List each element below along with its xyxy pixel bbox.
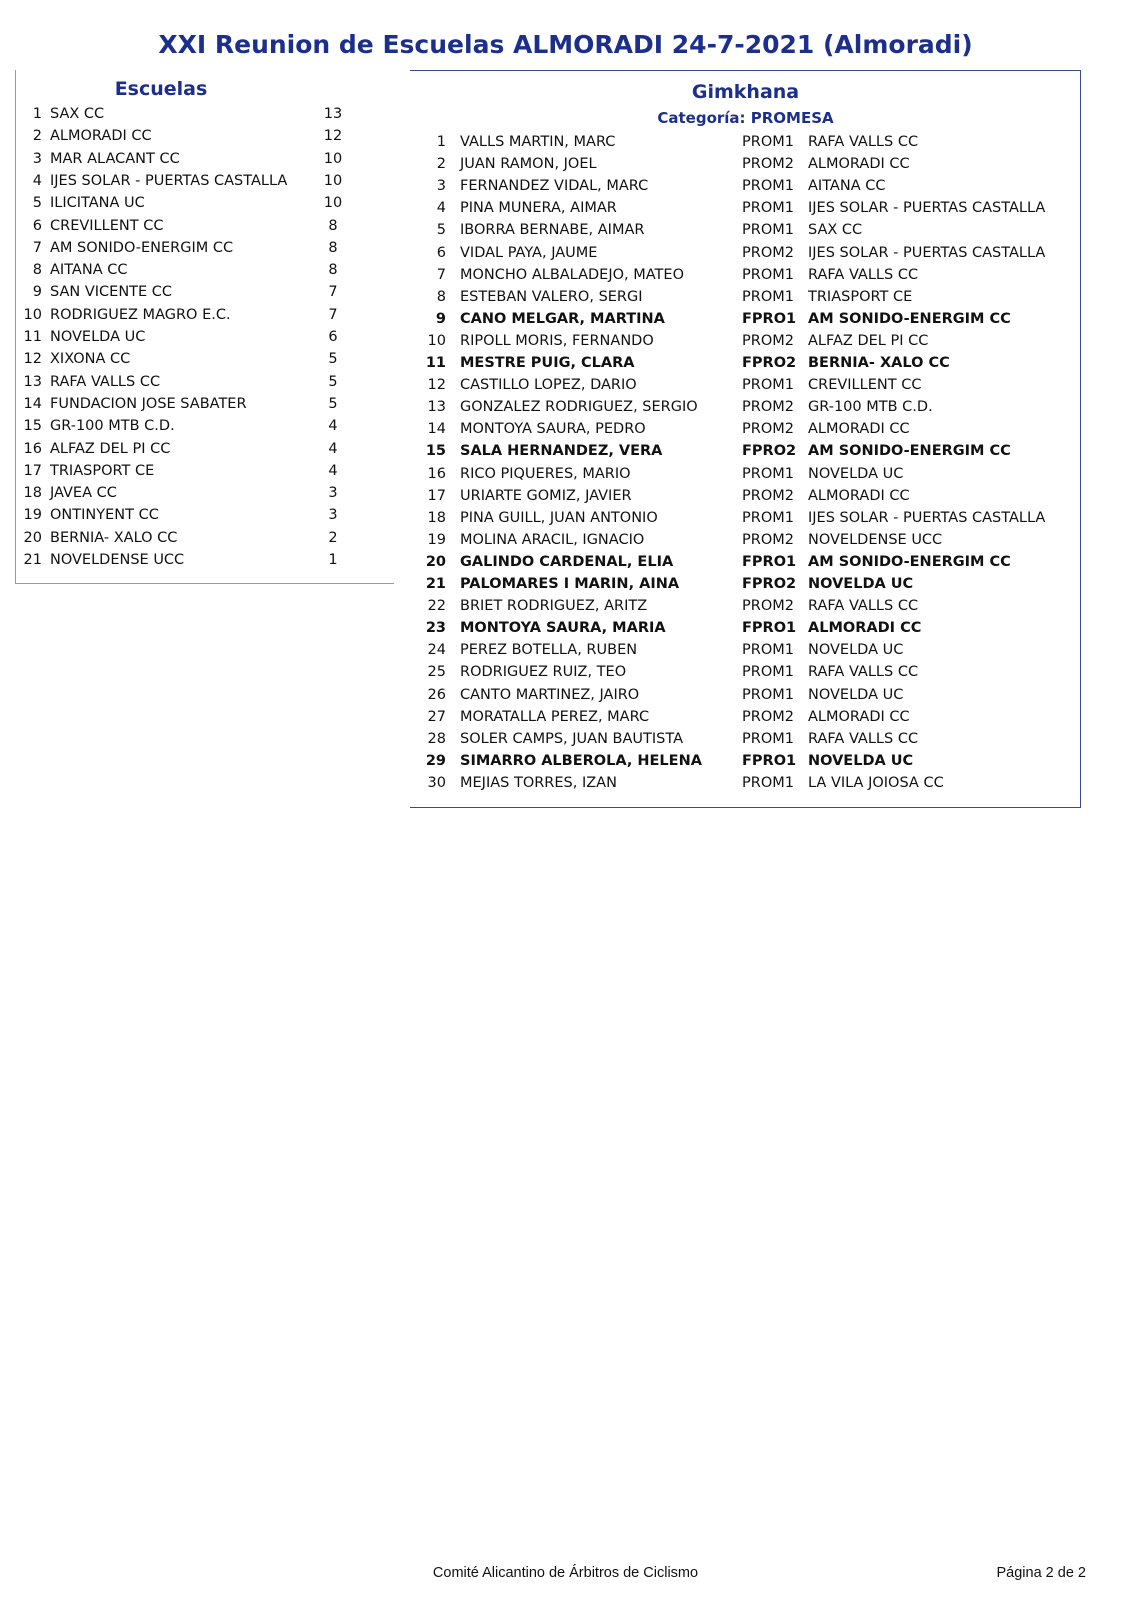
rider-row (410, 573, 1081, 595)
rider-row (410, 551, 1081, 573)
rider-row (410, 175, 1081, 197)
rider-category: PROM1 (742, 288, 794, 305)
rider-category: FPRO1 (742, 620, 797, 637)
school-row (16, 148, 395, 170)
school-points: 7 (328, 284, 338, 301)
school-position: 15 (23, 418, 42, 435)
school-points: 5 (328, 351, 338, 368)
school-position: 4 (32, 172, 42, 189)
school-row (16, 504, 395, 526)
rider-position: 10 (427, 332, 446, 349)
rider-club: NOVELDA UC (808, 642, 904, 659)
rider-category: PROM2 (742, 156, 794, 173)
school-position: 6 (32, 217, 42, 234)
rider-position: 13 (427, 399, 446, 416)
rider-name: URIARTE GOMIZ, JAVIER (460, 487, 632, 504)
school-row (16, 326, 395, 348)
school-position: 10 (23, 306, 42, 323)
rider-category: PROM2 (742, 244, 794, 261)
rider-position: 21 (425, 576, 446, 592)
rider-category: PROM1 (742, 465, 794, 482)
school-row (16, 304, 395, 326)
school-points: 10 (323, 195, 343, 212)
rider-name: MOLINA ARACIL, IGNACIO (460, 531, 645, 548)
school-position: 7 (32, 239, 42, 256)
rider-category: FPRO1 (742, 553, 797, 570)
school-name: SAN VICENTE CC (50, 284, 173, 301)
rider-row (410, 595, 1081, 617)
school-row (16, 549, 395, 571)
school-position: 17 (23, 462, 42, 479)
rider-club: RAFA VALLS CC (808, 266, 919, 283)
rider-row (410, 463, 1081, 485)
schools-ranking-panel (15, 70, 394, 584)
rider-name: PALOMARES I MARIN, AINA (460, 576, 680, 592)
rider-category: PROM2 (742, 399, 794, 416)
rider-position: 23 (425, 620, 446, 637)
rider-category: PROM1 (742, 686, 794, 703)
rider-position: 3 (436, 178, 446, 195)
school-name: MAR ALACANT CC (50, 150, 180, 167)
school-points: 10 (323, 172, 343, 189)
rider-row (410, 286, 1081, 308)
school-points: 3 (328, 485, 338, 502)
rider-position: 14 (427, 421, 446, 438)
school-row (16, 438, 395, 460)
school-points: 13 (323, 106, 343, 122)
rider-position: 28 (427, 730, 446, 747)
rider-position: 16 (427, 465, 446, 482)
school-name: SAX CC (50, 106, 105, 122)
school-position: 16 (23, 440, 42, 457)
rider-category: PROM2 (742, 708, 794, 725)
rider-name: CANO MELGAR, MARTINA (460, 310, 665, 327)
rider-row (410, 131, 1081, 153)
rider-name: ESTEBAN VALERO, SERGI (460, 288, 643, 305)
rider-category: PROM1 (742, 200, 794, 217)
school-row (16, 415, 395, 437)
school-position: 21 (23, 552, 42, 568)
school-points: 4 (328, 462, 338, 479)
rider-position: 9 (435, 310, 446, 327)
rider-category: PROM2 (742, 332, 794, 349)
rider-position: 29 (425, 752, 446, 769)
rider-club: LA VILA JOIOSA CC (808, 774, 944, 791)
rider-club: RAFA VALLS CC (808, 730, 919, 747)
school-points: 8 (328, 217, 338, 234)
school-name: JAVEA CC (50, 485, 117, 502)
school-position: 5 (32, 195, 42, 212)
rider-row (410, 418, 1081, 440)
school-name: ALFAZ DEL PI CC (50, 440, 171, 457)
rider-category: PROM1 (742, 730, 794, 747)
rider-position: 30 (427, 774, 446, 791)
rider-club: RAFA VALLS CC (808, 598, 919, 615)
rider-row (410, 639, 1081, 661)
rider-name: FERNANDEZ VIDAL, MARC (460, 178, 649, 195)
rider-position: 12 (427, 377, 446, 394)
rider-club: SAX CC (808, 222, 863, 239)
rider-row (410, 396, 1081, 418)
rider-row (410, 264, 1081, 286)
school-name: RODRIGUEZ MAGRO E.C. (50, 306, 231, 323)
rider-row (410, 153, 1081, 175)
rider-row (410, 308, 1081, 330)
rider-position: 20 (425, 553, 446, 570)
rider-name: SALA HERNANDEZ, VERA (460, 443, 663, 460)
school-name: ONTINYENT CC (50, 507, 159, 524)
school-points: 8 (328, 239, 338, 256)
school-name: AITANA CC (50, 262, 128, 279)
rider-club: AM SONIDO-ENERGIM CC (808, 553, 1011, 570)
school-points: 2 (328, 529, 338, 546)
school-row (16, 348, 395, 370)
rider-category: PROM2 (742, 531, 794, 548)
school-name: GR-100 MTB C.D. (50, 418, 175, 435)
school-row (16, 170, 395, 192)
page-title: XXI Reunion de Escuelas ALMORADI 24-7-2021 (Almoradi) (158, 30, 973, 59)
rider-position: 27 (427, 708, 446, 725)
school-row (16, 460, 395, 482)
rider-row (410, 352, 1081, 374)
rider-name: RIPOLL MORIS, FERNANDO (460, 332, 654, 349)
rider-position: 25 (427, 664, 446, 681)
rider-position: 18 (427, 509, 446, 526)
rider-row (410, 197, 1081, 219)
school-points: 3 (328, 507, 338, 524)
rider-position: 1 (436, 134, 446, 150)
school-points: 6 (328, 329, 338, 345)
school-row (16, 393, 395, 415)
gimkhana-heading: Gimkhana (691, 81, 800, 103)
rider-category: PROM1 (742, 642, 794, 659)
rider-category: PROM1 (742, 509, 794, 526)
school-name: CREVILLENT CC (50, 217, 164, 234)
rider-position: 4 (436, 200, 446, 217)
rider-name: IBORRA BERNABE, AIMAR (460, 222, 645, 239)
school-points: 1 (328, 552, 338, 568)
school-name: NOVELDENSE UCC (50, 552, 185, 568)
rider-club: AITANA CC (808, 178, 886, 195)
school-position: 19 (23, 507, 42, 524)
school-row (16, 237, 395, 259)
school-points: 8 (328, 262, 338, 279)
rider-category: PROM2 (742, 598, 794, 615)
rider-club: NOVELDENSE UCC (808, 531, 943, 548)
school-row (16, 527, 395, 549)
rider-name: PEREZ BOTELLA, RUBEN (460, 642, 638, 659)
rider-row (410, 485, 1081, 507)
school-row (16, 281, 395, 303)
school-position: 20 (23, 529, 42, 546)
school-row (16, 371, 395, 393)
school-row (16, 215, 395, 237)
school-name: FUNDACION JOSE SABATER (50, 395, 247, 412)
school-name: AM SONIDO-ENERGIM CC (50, 239, 234, 256)
category-label: Categoría: PROMESA (657, 109, 834, 127)
school-points: 7 (328, 306, 338, 323)
school-points: 5 (328, 373, 338, 390)
rider-club: NOVELDA UC (808, 686, 904, 703)
school-position: 18 (23, 485, 42, 502)
footer-organization: Comité Alicantino de Árbitros de Ciclismo (432, 1565, 699, 1581)
rider-club: RAFA VALLS CC (808, 664, 919, 681)
rider-club: IJES SOLAR - PUERTAS CASTALLA (808, 509, 1046, 526)
rider-category: PROM1 (742, 222, 794, 239)
school-position: 11 (23, 329, 42, 345)
school-points: 10 (323, 150, 343, 167)
rider-club: IJES SOLAR - PUERTAS CASTALLA (808, 244, 1046, 261)
rider-category: FPRO2 (742, 355, 797, 371)
rider-position: 24 (427, 642, 446, 659)
school-position: 12 (23, 351, 42, 368)
rider-category: PROM1 (742, 774, 794, 791)
school-name: NOVELDA UC (50, 329, 146, 345)
rider-row (410, 706, 1081, 728)
rider-row (410, 772, 1081, 794)
rider-club: NOVELDA UC (808, 465, 904, 482)
rider-row (410, 330, 1081, 352)
school-row (16, 125, 395, 147)
gimkhana-results-panel (410, 70, 1081, 808)
rider-row (410, 728, 1081, 750)
rider-club: NOVELDA UC (808, 752, 914, 769)
school-row (16, 103, 395, 125)
rider-club: RAFA VALLS CC (808, 134, 919, 150)
rider-row (410, 617, 1081, 639)
rider-name: MONCHO ALBALADEJO, MATEO (460, 266, 684, 283)
rider-name: PINA MUNERA, AIMAR (460, 200, 617, 217)
rider-club: NOVELDA UC (808, 576, 914, 592)
rider-category: FPRO2 (742, 576, 797, 592)
rider-position: 7 (436, 266, 446, 283)
rider-position: 22 (427, 598, 446, 615)
rider-club: IJES SOLAR - PUERTAS CASTALLA (808, 200, 1046, 217)
rider-position: 17 (427, 487, 446, 504)
school-name: XIXONA CC (50, 351, 131, 368)
rider-name: RODRIGUEZ RUIZ, TEO (460, 664, 627, 681)
rider-name: MESTRE PUIG, CLARA (460, 355, 635, 371)
school-points: 5 (328, 395, 338, 412)
rider-club: ALFAZ DEL PI CC (808, 332, 929, 349)
rider-category: PROM1 (742, 377, 794, 394)
rider-club: BERNIA- XALO CC (808, 355, 950, 371)
rider-row (410, 440, 1081, 462)
rider-row (410, 529, 1081, 551)
rider-row (410, 684, 1081, 706)
rider-name: SOLER CAMPS, JUAN BAUTISTA (460, 730, 683, 747)
rider-row (410, 661, 1081, 683)
rider-name: CASTILLO LOPEZ, DARIO (460, 377, 637, 394)
rider-name: PINA GUILL, JUAN ANTONIO (460, 509, 658, 526)
rider-club: ALMORADI CC (808, 421, 910, 438)
rider-category: PROM1 (742, 266, 794, 283)
rider-category: PROM2 (742, 487, 794, 504)
rider-position: 15 (425, 443, 446, 460)
school-name: RAFA VALLS CC (50, 373, 161, 390)
school-row (16, 192, 395, 214)
school-name: IJES SOLAR - PUERTAS CASTALLA (50, 172, 288, 189)
rider-name: MONTOYA SAURA, PEDRO (460, 421, 646, 438)
school-name: ILICITANA UC (50, 195, 145, 212)
rider-row (410, 374, 1081, 396)
rider-position: 19 (427, 531, 446, 548)
school-name: ALMORADI CC (50, 128, 152, 145)
rider-club: ALMORADI CC (808, 620, 922, 637)
rider-name: VALLS MARTIN, MARC (460, 134, 616, 150)
rider-name: JUAN RAMON, JOEL (460, 156, 597, 173)
rider-club: TRIASPORT CE (808, 288, 913, 305)
school-position: 14 (23, 395, 42, 412)
rider-club: ALMORADI CC (808, 487, 910, 504)
rider-row (410, 750, 1081, 772)
rider-category: FPRO1 (742, 310, 797, 327)
rider-position: 6 (436, 244, 446, 261)
school-position: 2 (32, 128, 42, 145)
rider-category: PROM1 (742, 664, 794, 681)
school-position: 8 (32, 262, 42, 279)
rider-name: RICO PIQUERES, MARIO (460, 465, 631, 482)
school-position: 13 (23, 373, 42, 390)
rider-name: MONTOYA SAURA, MARIA (460, 620, 666, 637)
school-row (16, 482, 395, 504)
rider-name: CANTO MARTINEZ, JAIRO (460, 686, 640, 703)
school-name: TRIASPORT CE (50, 462, 155, 479)
rider-club: ALMORADI CC (808, 156, 910, 173)
school-points: 4 (328, 440, 338, 457)
rider-name: VIDAL PAYA, JAUME (460, 244, 598, 261)
rider-position: 5 (436, 222, 446, 239)
schools-heading: Escuelas (114, 78, 208, 100)
rider-name: GALINDO CARDENAL, ELIA (460, 553, 674, 570)
school-points: 4 (328, 418, 338, 435)
school-name: BERNIA- XALO CC (50, 529, 178, 546)
rider-position: 2 (436, 156, 446, 173)
rider-position: 26 (427, 686, 446, 703)
rider-club: AM SONIDO-ENERGIM CC (808, 310, 1011, 327)
rider-category: FPRO2 (742, 443, 797, 460)
rider-name: MEJIAS TORRES, IZAN (460, 774, 617, 791)
footer-page-number: Página 2 de 2 (996, 1565, 1086, 1581)
school-row (16, 259, 395, 281)
rider-category: PROM2 (742, 421, 794, 438)
rider-club: GR-100 MTB C.D. (808, 399, 933, 416)
rider-row (410, 219, 1081, 241)
rider-position: 8 (436, 288, 446, 305)
rider-club: AM SONIDO-ENERGIM CC (808, 443, 1011, 460)
rider-name: SIMARRO ALBEROLA, HELENA (460, 752, 702, 769)
rider-category: PROM1 (742, 178, 794, 195)
rider-category: FPRO1 (742, 752, 797, 769)
school-points: 12 (323, 128, 343, 145)
school-position: 1 (32, 106, 42, 122)
rider-name: GONZALEZ RODRIGUEZ, SERGIO (460, 399, 698, 416)
school-position: 3 (32, 150, 42, 167)
rider-row (410, 507, 1081, 529)
rider-club: ALMORADI CC (808, 708, 910, 725)
rider-name: BRIET RODRIGUEZ, ARITZ (460, 598, 648, 615)
rider-name: MORATALLA PEREZ, MARC (460, 708, 650, 725)
rider-position: 11 (425, 355, 446, 371)
school-position: 9 (32, 284, 42, 301)
rider-row (410, 242, 1081, 264)
rider-category: PROM1 (742, 134, 794, 150)
rider-club: CREVILLENT CC (808, 377, 922, 394)
